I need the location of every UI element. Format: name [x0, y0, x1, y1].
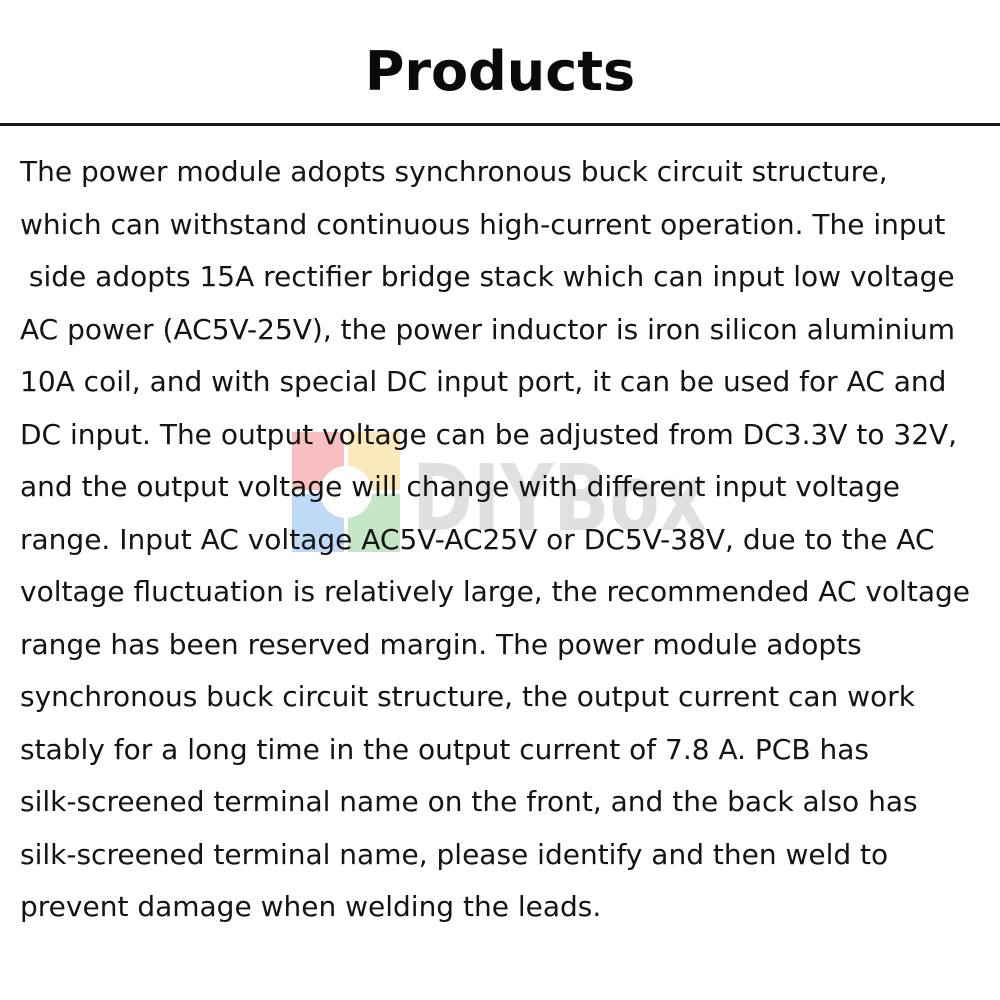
product-description	[20, 146, 995, 934]
page-title: Products	[364, 40, 636, 103]
description-line: and the output voltage will change with different input voltage	[20, 470, 900, 503]
description-line: 10A coil, and with special DC input port, it can be used for AC and	[20, 365, 947, 398]
description-line: voltage fluctuation is relatively large, the recommended AC voltage	[20, 575, 971, 608]
description-line: range. Input AC voltage AC5V-AC25V or DC5V-38V, due to the AC	[20, 522, 935, 556]
description-line: synchronous buck circuit structure, the output current can work	[20, 680, 915, 713]
description-line: range has been reserved margin. The power module adopts	[20, 627, 862, 661]
title-divider	[0, 123, 1000, 126]
description-line: side adopts 15A rectifier bridge stack which can input low voltage	[20, 260, 955, 293]
page-header	[0, 0, 1000, 125]
watermark-brand-text: DIYBox	[412, 445, 707, 552]
description-line: silk-screened terminal name, please identify and then weld to	[20, 837, 889, 871]
description-line: stably for a long time in the output current of 7.8 A. PCB has	[20, 732, 869, 766]
description-line: The power module adopts synchronous buck circuit structure,	[20, 155, 888, 188]
description-line: DC input. The output voltage can be adjusted from DC3.3V to 32V,	[20, 417, 958, 451]
description-line: silk-screened terminal name on the front, and the back also has	[20, 785, 918, 818]
description-line: prevent damage when welding the leads.	[20, 890, 602, 923]
description-line: AC power (AC5V-25V), the power inductor is iron silicon aluminium	[20, 312, 955, 346]
description-line: which can withstand continuous high-current operation. The input	[20, 207, 946, 241]
